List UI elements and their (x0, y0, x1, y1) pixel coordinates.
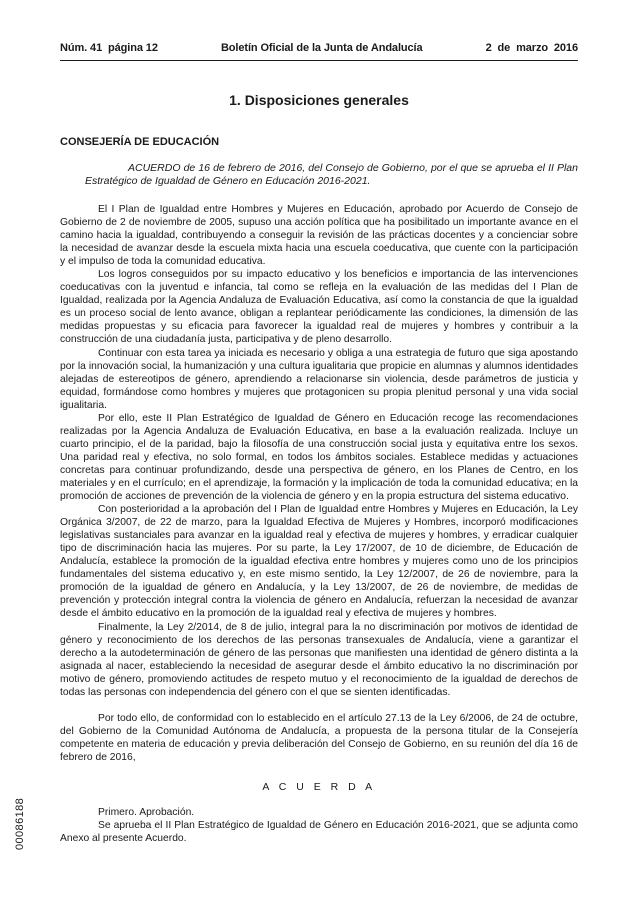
paragraph: Finalmente, la Ley 2/2014, de 8 de julio, integral para la no discriminación por motivos de identidad de género y reconocimiento de los derechos de las personas transexuales de Andalucía, viene a garantizar el derecho a la autodeterminación de género de las personas que manifiesten una identidad de género distinta a la asignada al nacer, estableciendo la necesidad de asegurar desde el ámbito educativo la no discriminación por motivo de género, promoviendo actitudes de respeto mutuo y el reconocimiento de la igualdad de derechos de todas las personas con independencia del género con el que se sienten identificadas. (60, 621, 578, 698)
header-divider (60, 60, 578, 61)
resolution-heading: Primero. Aprobación. (98, 807, 195, 818)
paragraph: Continuar con esta tarea ya iniciada es necesario y obliga a una estrategia de futuro que siga apostando por la innovación social, la humanización y una cultura igualitaria que propicie en alumnas y alumnos identidades alejadas de estereotipos de género, aprendiendo a relacionarse sin violencia, desde parámetros de justicia y equidad, formándose como hombres y mujeres que protagonicen su propia plenitud personal y una vida social igualitaria. (60, 347, 578, 411)
margin-document-code: 00086188 (14, 797, 26, 850)
paragraph: Por todo ello, de conformidad con lo establecido en el artículo 27.13 de la Ley 6/2006, de 24 de octubre, del Gobierno de la Comunidad Autónoma de Andalucía, a propuesta de la persona titular de la Consejería competente en materia de educación y previa deliberación del Consejo de Gobierno, en su reunión del día 16 de febrero de 2016, (60, 712, 578, 763)
publication-date: 2 de marzo 2016 (485, 42, 578, 54)
paragraph: Los logros conseguidos por su impacto educativo y los beneficios e importancia de las intervenciones coeducativas con la juventud e infancia, tal como se refleja en la evaluación de las medidas del I Plan de Igualdad, realizada por la Agencia Andaluza de Evaluación Educativa, así como la constancia de que la igualdad es un proceso social de lento avance, obligan a replantear periódicamente las condiciones, la dimensión de las medidas propuestas y su eficacia para favorecer la igualdad real de mujeres y hombres y contribuir a la construcción de una ciudadanía justa, participativa y de pleno desarrollo. (60, 269, 578, 346)
preamble-body (60, 203, 578, 764)
paragraph: Con posterioridad a la aprobación del I Plan de Igualdad entre Hombres y Mujeres en Educación, la Ley Orgánica 3/2007, de 22 de marzo, para la Igualdad Efectiva de Mujeres y Hombres, incorporó modificaciones legislativas sustanciales para avanzar en la igualdad real y efectiva de mujeres y hombres, y erradicar cualquier tipo de discriminación hacia las mujeres. Por su parte, la Ley 17/2007, de 10 de diciembre, de Educación de Andalucía, establece la promoción de la igualdad efectiva entre hombres y mujeres como uno de los principios fundamentales del sistema educativo y, en este mismo sentido, la Ley 12/2007, de 26 de noviembre, para la promoción de la igualdad de género en Andalucía, y la Ley 13/2007, de 26 de noviembre, de medidas de prevención y protección integral contra la violencia de género en Andalucía, refuerzan la necesidad de avanzar desde el ámbito educativo en la promoción de la igualdad real y efectiva de mujeres y hombres. (60, 504, 578, 620)
resolution-text: Se aprueba el II Plan Estratégico de Igualdad de Género en Educación 2016-2021, que se adjunta como Anexo al presente Acuerdo. (60, 820, 578, 845)
section-title: 1. Disposiciones generales (229, 92, 409, 108)
department-name: CONSEJERÍA DE EDUCACIÓN (60, 136, 220, 148)
resolution-section (60, 806, 578, 845)
paragraph: Por ello, este II Plan Estratégico de Igualdad de Género en Educación recoge las recomendaciones realizadas por la Agencia Andaluza de Evaluación Educativa, en base a la evaluación realizada. Incluye un cuarto principio, el de la paridad, bajo la filosofía de una construcción social justa y equitativa entre los sexos. Una paridad real y efectiva, no solo formal, en todos los ámbitos sociales. Establece medidas y actuaciones concretas para continuar profundizando, desde una perspectiva de género, en los Planes de Centro, en los materiales y en el currículo; en el aprendizaje, la formación y la implicación de toda la comunidad educativa; en la promoción de acciones de prevención de la violencia de género y en la propia estructura del sistema educativo. (60, 412, 578, 503)
paragraph: El I Plan de Igualdad entre Hombres y Mujeres en Educación, aprobado por Acuerdo de Consejo de Gobierno de 2 de noviembre de 2005, supuso una acción política que ha posibilitado un importante avance en el camino hacia la igualdad, contribuyendo a conseguir la revisión de las prácticas docentes y a concienciar sobre la necesidad de avanzar desde la escuela mixta hacia una escuela coeducativa, que cuente con la participación y el impulso de toda la comunidad educativa. (60, 204, 578, 268)
issue-number: Núm. 41 página 12 (60, 42, 158, 54)
agreement-title: ACUERDO de 16 de febrero de 2016, del Consejo de Gobierno, por el que se aprueba el II Plan Estratégico de Igualdad de Género en Educación 2016-2021. (85, 162, 578, 188)
page-header (60, 42, 578, 54)
acuerda-heading: A C U E R D A (262, 781, 376, 793)
bulletin-name: Boletín Oficial de la Junta de Andalucía (220, 42, 423, 54)
